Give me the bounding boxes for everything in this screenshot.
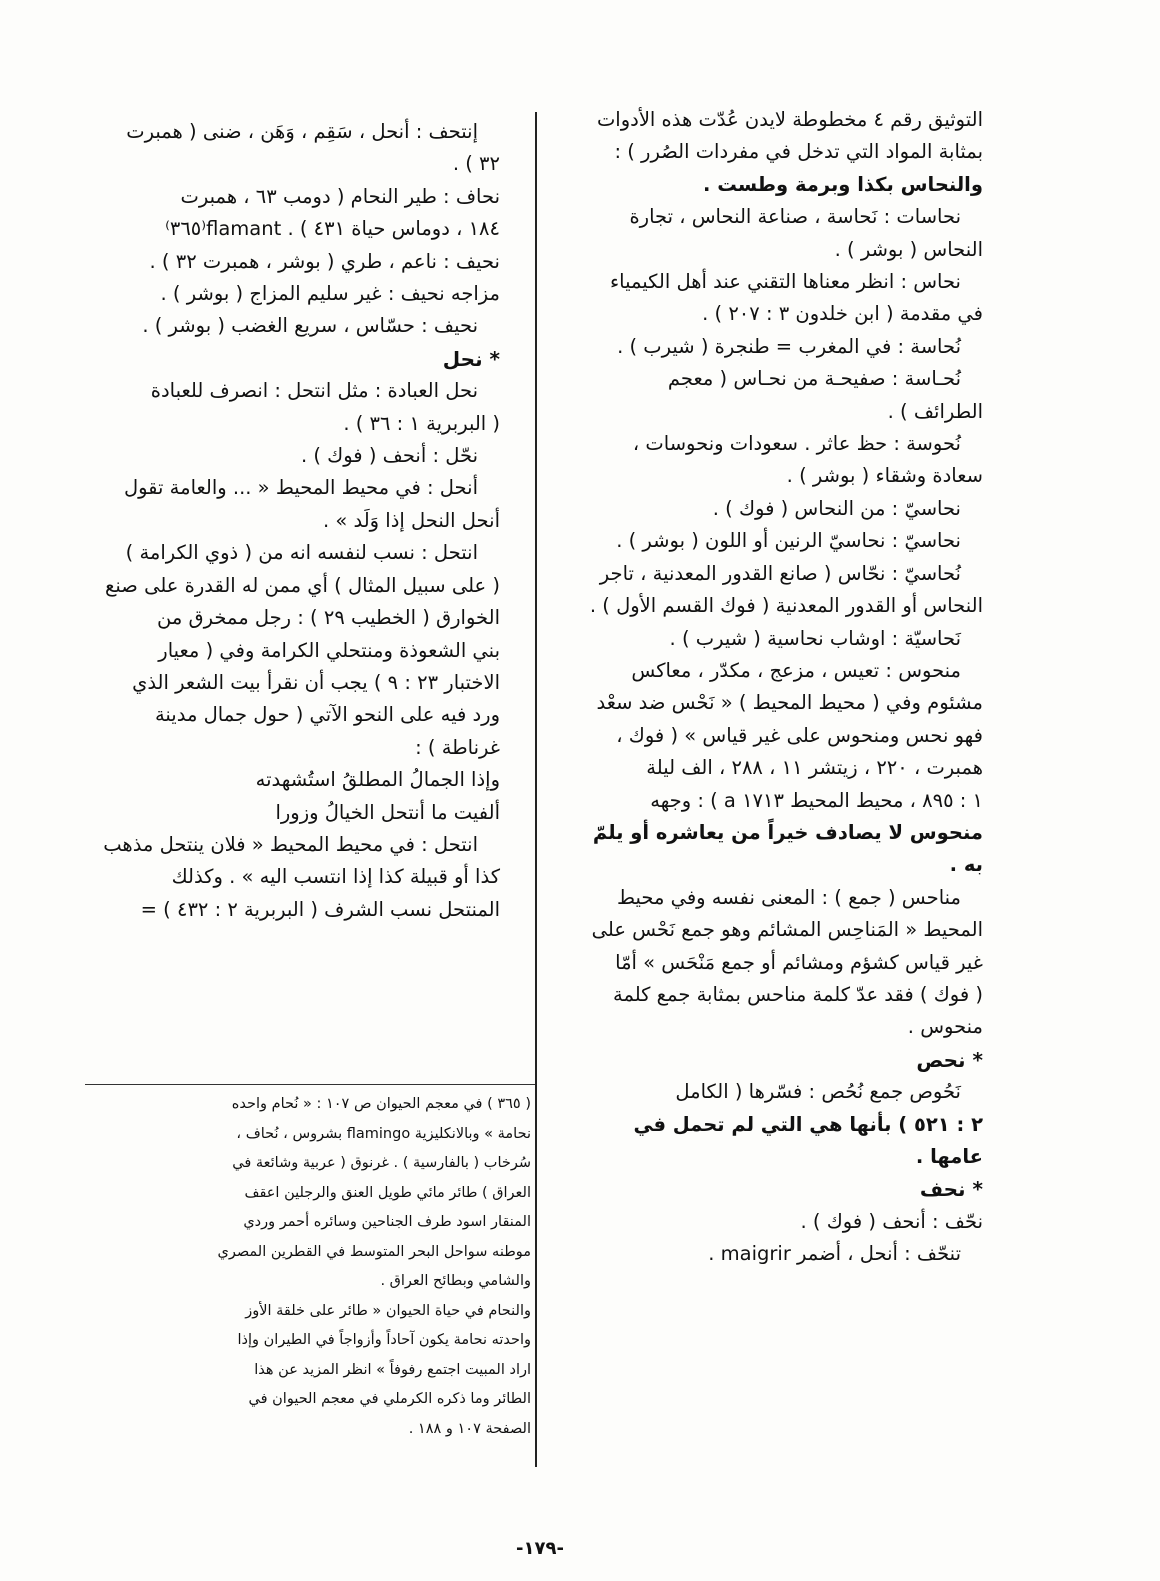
text-line: بني الشعوذة ومنتحلي الكرامة وفي ( معيار — [158, 638, 500, 662]
footnote-line: نحامة » وبالانكليزية flamingo بشروس ، نُحاف ، — [236, 1125, 531, 1142]
text-line: مزاجه نحيف : غير سليم المزاج ( بوشر ) . — [160, 282, 500, 306]
text-line: انتحل : في محيط المحيط « فلان ينتحل مذهب — [103, 832, 478, 856]
text-line: ١ : ٨٩٥ ، محيط المحيط ١٧١٣ a ) : وجهه — [650, 788, 983, 812]
text-line: نحّل : أنحف ( فوك ) . — [300, 444, 478, 468]
text-line: نُحاسيّ : نحّاس ( صانع القدور المعدنية ، تاجر — [599, 561, 961, 585]
text-line: والنحاس بكذا وبرمة وطست . — [703, 172, 983, 196]
text-line: نَحُوص جمع نُحُص : فسّرها ( الكامل — [675, 1080, 961, 1104]
section-heading: * نحف — [919, 1177, 983, 1202]
text-line: ألفيت ما أنتحل الخيالُ وزورا — [275, 800, 500, 824]
text-line: النحاس أو القدور المعدنية ( فوك القسم الأول ) . — [589, 594, 983, 618]
text-line: ١٨٤ ، دوماس حياة ٤٣١ ) . flamant⁽٣٦٥⁾ — [165, 217, 500, 241]
text-line: أنحل : في محيط المحيط « ... والعامة تقول — [123, 476, 478, 500]
text-line: ورد فيه على النحو الآتي ( حول جمال مدينة — [154, 703, 500, 727]
text-line: نُحـاسة : صفيحـة من نحـاس ( معجم — [667, 367, 961, 391]
text-line: نحاسيّ : من النحاس ( فوك ) . — [712, 496, 961, 520]
footnote-line: والنحام في حياة الحيوان « طائر على خلقة الأوز — [245, 1302, 531, 1319]
text-line: نحاس : انظر معناها التقني عند أهل الكيمياء — [610, 270, 961, 294]
footnote-line: العراق ) طائر مائي طويل العنق والرجلين اعقف — [244, 1184, 531, 1201]
text-line: الاختبار ٢٣ : ٩ ) يجب أن نقرأ بيت الشعر الذي — [132, 670, 500, 694]
text-line: كذا أو قبيلة كذا إذا انتسب اليه » . وكذلك — [171, 865, 500, 889]
text-line: فهو نحس ومنحوس على غير قياس » ( فوك ، — [616, 723, 983, 747]
text-line: نُحوسة : حظ عاثر . سعودات ونحوسات ، — [632, 432, 961, 456]
text-line: عامها . — [915, 1145, 983, 1168]
section-heading: * نحص — [916, 1047, 983, 1072]
text-line: تنحّف : أنحل ، أضمر maigrir . — [708, 1242, 961, 1266]
text-line: في مقدمة ( ابن خلدون ٣ : ٢٠٧ ) . — [702, 302, 983, 326]
text-line: غرناطة ) : — [415, 735, 500, 759]
text-line: نحل العبادة : مثل انتحل : انصرف للعبادة — [150, 379, 478, 403]
right-column — [555, 104, 983, 1271]
text-line: نحيف : حسّاس ، سريع الغضب ( بوشر ) . — [142, 314, 478, 338]
text-line: ٢ : ٥٢١ ) بأنها هي التي لم تحمل في — [633, 1112, 983, 1136]
left-column — [75, 116, 500, 926]
text-line: ( على سبيل المثال ) أي ممن له القدرة على صنع — [105, 573, 500, 597]
footnote-line: والشامي وبطائح العراق . — [380, 1273, 531, 1289]
text-line: نُحاسة : في المغرب = طنجرة ( شيرب ) . — [617, 334, 961, 358]
text-line: ( فوك ) فقد عدّ كلمة مناحس بمثابة جمع كلمة — [613, 982, 983, 1006]
footnote-separator — [85, 1084, 535, 1085]
footnote — [85, 1090, 531, 1444]
text-line: منحوس . — [907, 1015, 983, 1039]
text-line: منحوس : تعيس ، مزعج ، مكدّر ، معاكس — [631, 658, 961, 682]
footnote-line: الطائر وما ذكره الكرملي في معجم الحيوان في — [248, 1391, 531, 1407]
text-line: نَحاسيّة : اوشاب نحاسية ( شيرب ) . — [669, 626, 961, 650]
text-line: همبرت ، ٢٢٠ ، زيتشر ١١ ، ٢٨٨ ، الف ليلة — [646, 756, 983, 780]
footnote-line: موطنه سواحل البحر المتوسط في القطرين المصري — [217, 1243, 531, 1260]
footnote-line: اراد المبيت اجتمع رفوفاً » انظر المزيد عن هذا — [254, 1361, 531, 1378]
text-line: نحاف : طير النحام ( دومب ٦٣ ، همبرت — [180, 184, 500, 208]
footnote-line: ( ٣٦٥ ) في معجم الحيوان ص ١٠٧ : « نُحام واحده — [231, 1096, 531, 1112]
footnote-line: سُرخاب ( بالفارسية ) . غرنوق ( عربية وشائعة في — [232, 1155, 531, 1171]
text-line: مشئوم وفي ( محيط المحيط ) « نَحْس ضد سعْد — [596, 691, 983, 715]
footnote-line: الصفحة ١٠٧ و ١٨٨ . — [408, 1420, 531, 1437]
text-line: ( البربرية ١ : ٣٦ ) . — [343, 411, 500, 435]
text-line: ٣٢ ) . — [452, 152, 500, 176]
text-line: التوثيق رقم ٤ مخطوطة لايدن عُدّت هذه الأدوات — [596, 108, 983, 131]
text-line: نحيف : ناعم ، طري ( بوشر ، همبرت ٣٢ ) . — [149, 249, 500, 273]
text-line: منحوس لا يصادف خيراً من يعاشره أو يلمّ — [592, 820, 983, 844]
text-line: انتحل : نسب لنفسه انه من ( ذوي الكرامة ) — [125, 541, 478, 565]
column-divider — [535, 112, 537, 1467]
section-heading: * نحل — [442, 346, 500, 371]
footnote-line: واحدته نحامة يكون آحاداً وأزواجاً في الطيران وإذا — [237, 1332, 531, 1348]
text-line: سعادة وشقاء ( بوشر ) . — [786, 464, 983, 488]
text-line: نحّف : أنحف ( فوك ) . — [800, 1209, 983, 1233]
text-line: الطرائف ) . — [887, 399, 983, 423]
text-line: به . — [949, 853, 983, 877]
text-line: بمثابة المواد التي تدخل في مفردات الصُرر ) : — [614, 140, 983, 164]
text-line: المحيط « المَناحِس المشائم وهو جمع نَحْس على — [591, 918, 983, 942]
text-line: مناحس ( جمع ) : المعنى نفسه وفي محيط — [616, 885, 961, 909]
page-number: -١٧٩- — [516, 1538, 564, 1559]
text-line: المنتحل نسب الشرف ( البربرية ٢ : ٤٣٢ ) = — [140, 897, 500, 921]
text-line: نحاسات : نَحاسة ، صناعة النحاس ، تجارة — [629, 205, 961, 229]
text-line: إنتحف : أنحل ، سَقِم ، وَهَن ، ضنى ( همبرت — [126, 120, 478, 143]
text-line: أنحل النحل إذا وَلَد » . — [322, 508, 500, 532]
footnote-line: المنقار اسود طرف الجناحين وسائره أحمر وردي — [243, 1214, 531, 1230]
text-line: نحاسيّ : نحاسيّ الرنين أو اللون ( بوشر ) . — [616, 529, 961, 553]
text-line: الخوارق ( الخطيب ٢٩ ) : رجل ممخرق من — [156, 606, 500, 630]
text-line: النحاس ( بوشر ) . — [834, 237, 983, 261]
text-line: وإذا الجمالُ المطلقُ استُشهدته — [255, 768, 500, 792]
text-line: غير قياس كشؤم ومشائم أو جمع مَنْحَس » أمّا — [615, 950, 983, 974]
